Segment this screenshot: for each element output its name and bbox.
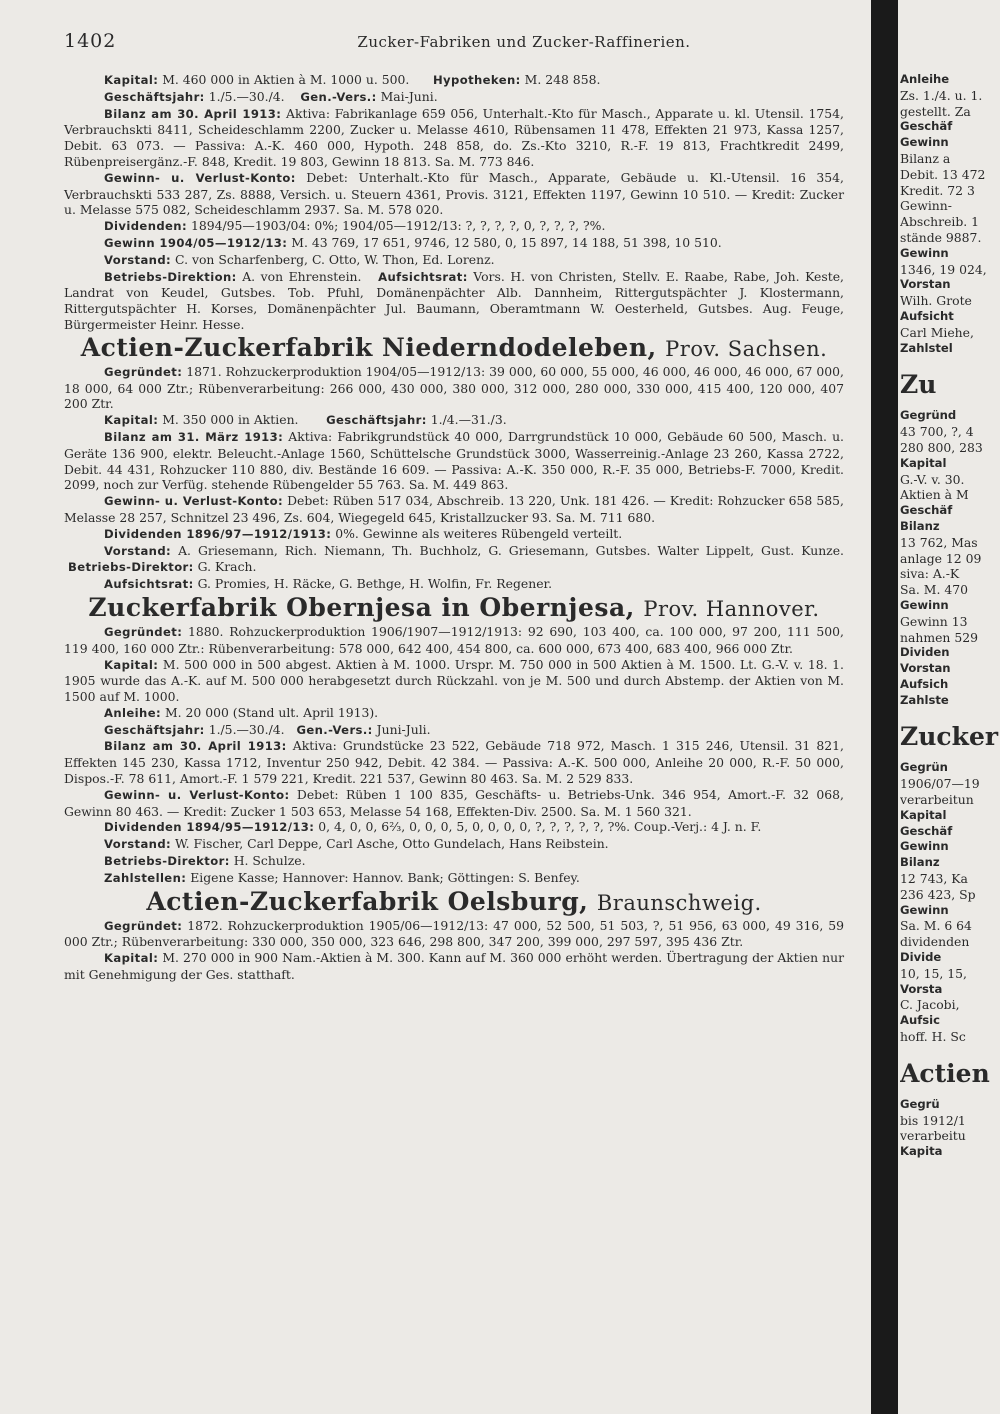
fragment-line: Bilanz a [900,150,951,166]
text: 1871. Rohzuckerproduktion 1904/05—1912/13: 39 000, 60 000, 55 000, 46 000, 46 000, 46 000, 67 000, 18 000, 64 000 Ztr.; Rübenverarbeitung: 266 000, 430 000, 380 000, 312 000, 280 000, 330 000, 415 400, 120 000, 407 200 Ztr. [64,363,844,412]
fragment-line: Gewinn [900,245,949,260]
fragment-line: Geschäf [900,823,953,838]
company-location: Braunschweig. [596,890,762,915]
kapital-line [64,412,844,429]
text: Aktiva: Fabrikanlage 659 056, Unterhalt.-Kto für Masch., Apparate u. kl. Utensil. 1754, Verbrauchskti 8411, Scheideschlamm 2200, Zucker u. Melasse 4610, Rübensamen 11 478, Effekten 21 973, Kassa 1257, Debit. 63 073. — Passiva: A.-K. 460 000, Hypoth. 248 858, do. Zs.-Kto 3210, R.-F. 19 813, Frachtkredit 2499, Rübenpreisergänz.-F. 848, Kredit. 19 803, Gewinn 18 813. Sa. M. 773 846. [64,105,844,169]
label: Geschäftsjahr: [326,413,427,428]
label: Gewinn 1904/05—1912/13: [104,235,288,250]
fragment-line: C. Jacobi, [900,997,960,1013]
fragment-line: Sa. M. 6 64 [900,918,972,934]
fragment-line: 10, 15, 15, [900,965,967,981]
text: A. Griesemann, Rich. Niemann, Th. Buchholz, G. Griesemann, Gutsbes. Walter Lippelt, Gust. Kunze. [178,542,844,558]
text: G. Promies, H. Räcke, G. Bethge, H. Wolfin, Fr. Regener. [197,576,553,592]
label: Gewinn- u. Verlust-Konto: [104,170,296,185]
fragment-line: Carl Miehe, [900,324,974,340]
fragment-line: Bilanz [900,855,940,870]
company-location: Prov. Hannover. [643,596,820,621]
label: Kapital: [104,657,159,672]
label: Vorstand: [104,837,172,852]
text: M. 350 000 in Aktien. [162,412,299,428]
fragment-line: Aufsich [900,676,949,691]
kapital-paragraph [64,950,844,983]
company-name: Zuckerfabrik Obernjesa in Obernjesa, [88,592,635,622]
bilanz-paragraph [64,106,844,170]
fragment-line: G.-V. v. 30. [900,471,965,487]
fragment-line: siva: A.-K [900,566,960,582]
label: Dividenden 1894/95—1912/13: [104,820,315,835]
fragment-line: Vorsta [900,981,943,996]
label: Bilanz am 31. März 1913: [104,429,284,444]
dividenden-line [64,218,844,235]
fragment-group-b [900,408,1000,708]
fragment-line: Gewinn [900,597,949,612]
fragment-line: Gewinn [900,135,949,150]
vorstand-line [64,543,844,577]
text: Mai-Juni. [380,88,438,104]
label: Vorstand: [104,543,172,558]
dividenden-paragraph [64,819,844,836]
text: W. Fischer, Carl Deppe, Carl Asche, Otto Gundelach, Hans Reibstein. [175,836,609,852]
label: Geschäftsjahr: [104,89,205,104]
fragment-line: Zahlstel [900,340,953,355]
fragment-line: 13 762, Mas [900,534,978,550]
label: Betriebs-Direktion: [104,269,237,284]
fragment-line: Gegrü [900,1096,940,1111]
company-name: Actien-Zuckerfabrik Oelsburg, [146,886,589,916]
text: Aktiva: Fabrikgrundstück 40 000, Darrgrundstück 10 000, Gebäude 60 500, Masch. u. Geräte 136 900, elektr. Beleucht.-Anlage 1560, Schüttelsche Grundstück 3000, Wasserreinig.-Anlage 23 260, Kassa 2722, Debit. 44 431, Rohzucker 110 880, div. Bestände 16 609. — Passiva: A.-K. 350 000, R.-F. 35 000, Betriebs-F. 7000, Kredit. 2099, noch zur Verfüg. stehende Rübengelder 55 763. Sa. M. 449 863. [64,428,844,493]
gewinn-line [64,235,844,252]
label: Gewinn- u. Verlust-Konto: [104,494,283,509]
fragment-line: 1906/07—19 [900,776,980,792]
vorstand-line [64,836,844,853]
text: A. von Ehrenstein. [242,268,362,284]
guv-paragraph [64,787,844,820]
fragment-line: Kapital [900,455,947,470]
kapital-line [64,72,844,89]
company-location: Prov. Sachsen. [665,336,828,361]
fragment-line: Kredit. 72 3 [900,182,975,198]
label: Gegründet: [104,918,183,933]
label: Geschäftsjahr: [104,722,205,737]
fragment-line: Anleihe [900,72,950,86]
page-number: 1402 [64,30,117,52]
fragment-line: gestellt. Za [900,103,971,119]
fragment-line: Aufsic [900,1013,941,1028]
direktion-line [64,269,844,333]
text: 0, 4, 0, 0, 6⅔, 0, 0, 0, 5, 0, 0, 0, 0, ?, ?, ?, ?, ?, ?%. Coup.-Verj.: 4 J. n. F. [318,819,762,835]
gegruendet-paragraph [64,624,844,657]
fragment-line: anlage 12 09 [900,550,982,566]
vorstand-line [64,252,844,269]
aufsichtsrat-line [64,576,844,593]
text: M. 43 769, 17 651, 9746, 12 580, 0, 15 897, 14 188, 51 398, 10 510. [291,234,722,250]
label: Hypotheken: [432,73,521,87]
text: Debet: Rüben 517 034, Abschreib. 13 220, Unk. 181 426. — Kredit: Rohzucker 658 585, Melasse 28 257, Schnitzel 23 496, Zs. 604, Wiegegeld 645, Kristallzucker 93. Sa. M. 711 680. [64,493,844,525]
fragment-line: Kapital [900,807,947,822]
fragment-line: Geschäf [900,503,953,518]
fragment-title: Actien [900,1058,990,1088]
entry-obernjesa [64,593,844,887]
fragment-group-d [900,1097,1000,1160]
page-gutter [871,0,898,1414]
gegruendet-paragraph [64,918,844,951]
fragment-line: Gewinn [900,839,949,854]
fragment-group-c [900,760,1000,1044]
text: H. Schulze. [233,853,306,869]
fragment-line: Geschäf [900,119,953,134]
label: Anleihe: [104,705,161,720]
label: Zahlstellen: [104,870,187,885]
fragment-line: hoff. H. Sc [900,1029,966,1045]
fragment-line: Gewinn [900,902,949,917]
text: Debet: Rüben 1 100 835, Geschäfts- u. Betriebs-Unk. 346 954, Amort.-F. 32 068, Gewinn 80 463. — Kredit: Zucker 1 503 653, Melasse 54 168, Effekten-Div. 2500. Sa. M. 1 560 321. [64,786,844,819]
text: 1872. Rohzuckerproduktion 1905/06—1912/13: 47 000, 52 500, 51 503, ?, 51 956, 63 000, 49 316, 59 000 Ztr.; Rübenverarbeitung: 330 000, 350 000, 323 646, 298 800, 347 200, 399 000, 297 597, 395 436 Ztr. [64,917,844,950]
zahlstellen-line [64,870,844,887]
label: Gegründet: [104,364,183,379]
label: Vorstand: [104,252,172,267]
label: Aufsichtsrat: [378,269,468,284]
fragment-line: Bilanz [900,518,940,533]
entry-title [64,593,844,624]
text: M. 500 000 in 500 abgest. Aktien à M. 1000. Urspr. M. 750 000 in 500 Aktien à M. 1500. Lt. G.-V. v. 18. 1. 1905 wurde das A.-K. auf M. 500 000 herabgesetzt durch Rückzahl. von je M. 500 und durch Abstemp. der Aktien von M. 1500 auf M. 1000. [64,656,844,705]
fragment-line: Gewinn 13 [900,613,968,629]
label: Aufsichtsrat: [104,577,194,592]
fragment-line: Vorstan [900,277,951,292]
fragment-title: Zucker [900,722,999,752]
entry-continued [64,72,844,333]
label: Bilanz am 30. April 1913: [104,739,287,754]
text: 1880. Rohzuckerproduktion 1906/1907—1912/1913: 92 690, 103 400, ca. 100 000, 97 200, 111 500, 119 400, 160 000 Ztr.: Rübenverarbeitung: 578 000, 642 400, 454 800, ca. 600 000, 673 400, 683 400, 966 000 Ztr. [64,623,844,656]
fragment-line: bis 1912/1 [900,1112,966,1128]
fragment-line: 12 743, Ka [900,871,968,887]
gegruendet-paragraph [64,364,844,412]
fragment-line: verarbeitu [900,1128,966,1144]
fragment-line: verarbeitun [900,792,974,808]
page-header [64,30,844,60]
fragment-line: nahmen 529 [900,629,978,645]
text: 1./5.—30./4. [208,721,285,737]
fragment-line: 280 800, 283 [900,439,983,455]
text: M. 20 000 (Stand ult. April 1913). [164,704,379,720]
entry-title [64,887,844,918]
adjacent-page-column [900,72,1000,1414]
label: Kapital: [104,73,159,87]
geschaeftsjahr-line [64,89,844,106]
fragment-title: Zu [900,370,937,400]
text: 0%. Gewinne als weiteres Rübengeld verteilt. [335,525,623,541]
text: M. 270 000 in 900 Nam.-Aktien à M. 300. Kann auf M. 360 000 erhöht werden. Übertragung der Aktien nur mit Genehmigung der Ges. statthaft. [64,950,844,983]
bilanz-paragraph [64,738,844,786]
text: Vors. H. von Christen, Stellv. E. Raabe, Rabe, Joh. Keste, Landrat von Keudel, Gutsbes. Tob. Pfuhl, Domänenpächter Alb. Dannheim, Rittergutspächter J. Klostermann, Rittergutspächter H. Korses, Domänenpächter Jul. Baumann, Oberamtmann W. Oesterheld, Gutsbes. Aug. Feuge, Bürgermeister Heinr. Hesse. [64,268,844,332]
fragment-group-a [900,72,1000,356]
fragment-line: Gegründ [900,408,957,423]
text: Juni-Juli. [376,721,431,737]
entry-title [64,333,844,364]
fragment-line: Aktien à M [900,487,969,503]
fragment-line: dividenden [900,934,970,950]
geschaeftsjahr-line [64,722,844,739]
anleihe-line [64,705,844,722]
fragment-line: Abschreib. 1 [900,214,980,230]
label: Betriebs-Direktor: [104,854,230,869]
fragment-line: Aufsicht [900,308,954,323]
fragment-line: 1346, 19 024, [900,261,987,277]
fragment-line: 236 423, Sp [900,886,976,902]
fragment-line: Kapita [900,1144,943,1159]
running-head: Zucker-Fabriken und Zucker-Raffinerien. [357,33,691,51]
kapital-paragraph [64,657,844,705]
fragment-line: Gegrün [900,760,948,775]
label: Gen.-Vers.: [296,722,373,737]
label: Dividenden: [104,219,187,234]
fragment-line: Dividen [900,645,950,660]
fragment-line: Zahlste [900,692,949,707]
text: Aktiva: Grundstücke 23 522, Gebäude 718 972, Masch. 1 315 246, Utensil. 31 821, Effekten 145 230, Kassa 1712, Inventur 250 942, Debit. 42 384. — Passiva: A.-K. 500 000, Anleihe 20 000, R.-F. 50 000, Dispos.-F. 78 611, Amort.-F. 1 579 221, Kredit. 221 537, Gewinn 80 463. Sa. M. 2 529 833. [64,738,844,787]
text: M. 248 858. [524,72,601,87]
fragment-line: Wilh. Grote [900,293,972,309]
text: 1./5.—30./4. [208,88,285,104]
guv-paragraph [64,493,844,526]
label: Bilanz am 30. April 1913: [104,106,282,121]
entry-niederndodeleben [64,333,844,593]
fragment-line: Sa. M. 470 [900,582,968,598]
fragment-line: Gewinn- [900,198,952,214]
entry-oelsburg [64,887,844,983]
direktor-line [64,853,844,870]
text: 1./4.—31./3. [430,412,507,428]
text: Eigene Kasse; Hannover: Hannov. Bank; Göttingen: S. Benfey. [190,869,580,885]
fragment-line: Zs. 1./4. u. 1. [900,87,983,103]
bilanz-paragraph [64,429,844,493]
fragment-line: 43 700, ?, 4 [900,424,974,440]
label: Kapital: [104,951,159,966]
label: Gen.-Vers.: [300,89,377,104]
main-column [64,72,844,983]
guv-paragraph [64,170,844,218]
fragment-line: Vorstan [900,661,951,676]
text: M. 460 000 in Aktien à M. 1000 u. 500. [162,72,410,87]
text: C. von Scharfenberg, C. Otto, W. Thon, Ed. Lorenz. [175,251,495,267]
fragment-line: stände 9887. [900,229,982,245]
label: Betriebs-Direktor: [67,560,194,575]
text: Debet: Unterhalt.-Kto für Masch., Apparate, Gebäude u. Kl.-Utensil. 16 354, Verbrauchskti 533 287, Zs. 8888, Versich. u. Steuern 4361, Provis. 3121, Effekten 1197, Gewinn 10 510. — Kredit: Zucker u. Melasse 575 082, Scheideschlamm 2937. Sa. M. 578 020. [64,169,844,218]
fragment-line: Divide [900,950,942,965]
fragment-line: Debit. 13 472 [900,166,986,182]
text: G. Krach. [197,559,257,575]
company-name: Actien-Zuckerfabrik Niederndodeleben, [80,332,657,362]
label: Gewinn- u. Verlust-Konto: [104,787,290,802]
text: 1894/95—1903/04: 0%; 1904/05—1912/13: ?, ?, ?, ?, 0, ?, ?, ?, ?%. [190,218,606,234]
label: Dividenden 1896/97—1912/1913: [104,526,332,541]
label: Kapital: [104,413,159,428]
label: Gegründet: [104,624,183,639]
dividenden-line [64,526,844,543]
